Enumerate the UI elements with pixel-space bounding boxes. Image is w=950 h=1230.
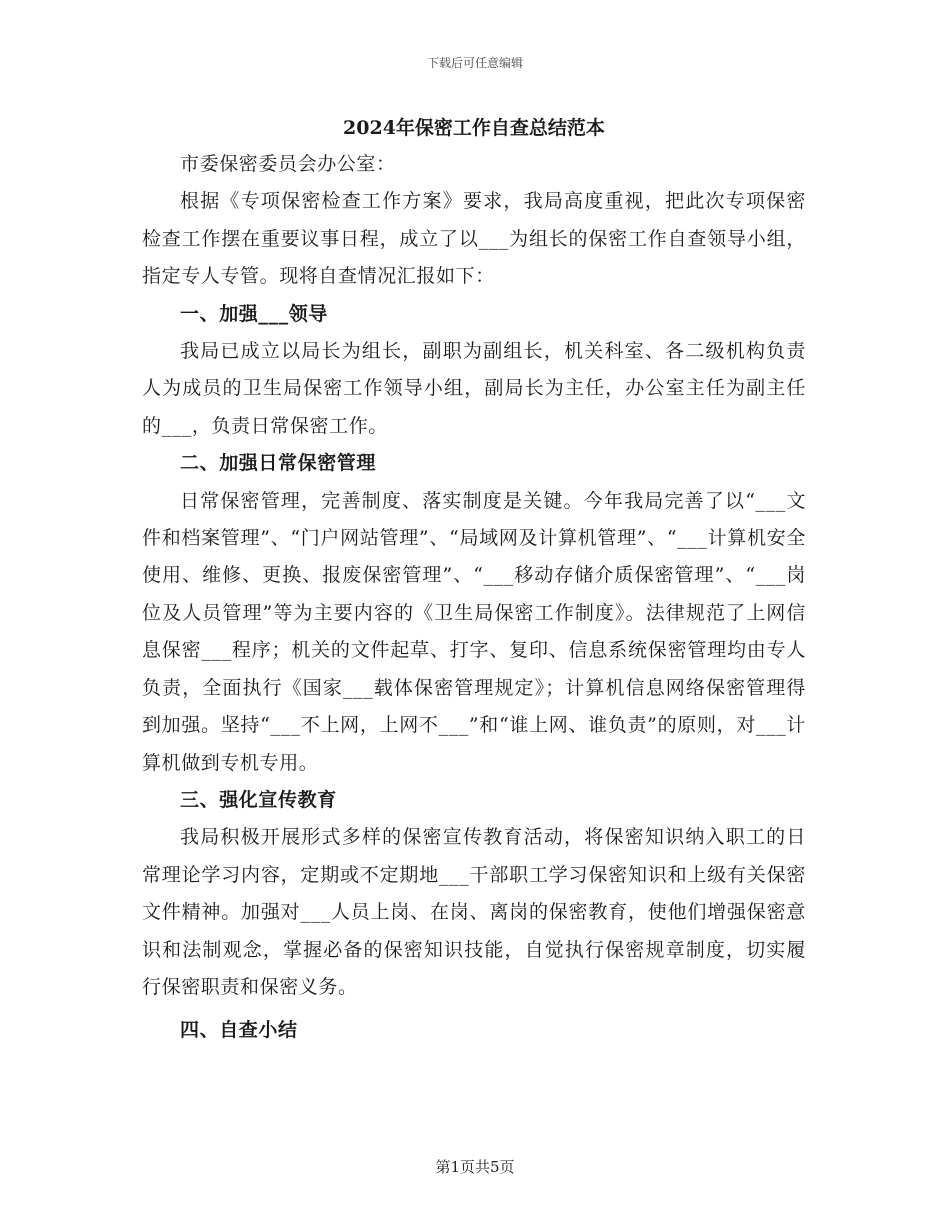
- section-3-heading: 三、强化宣传教育: [180, 788, 337, 811]
- document-title: 2024年保密工作自查总结范本: [343, 117, 605, 139]
- section-4-heading: 四、自查小结: [180, 1019, 298, 1042]
- page-footer: 第1页共5页: [435, 1158, 515, 1176]
- header-note: 下载后可任意编辑: [426, 56, 523, 70]
- section-2-body: 日常保密管理，完善制度、落实制度是关键。今年我局完善了以“___文件和档案管理”、“门户网站管理”、“局域网及计算机管理”、“___计算机安全使用、维修、更换、报废保密管理”、“___移动存储介质保密管理”、“___岗位及人员管理”等为主要内容的《卫生局保密工作制度》。法律规范了上网信息保密___程序；机关的文件起草、打字、复印、信息系统保密管理均由专人负责，全面执行《国家___载体保密管理规定》；计算机信息网络保密管理得到加强。坚持“___不上网，上网不___”和“谁上网、谁负责”的原则，对___计算机做到专机专用。: [142, 489, 806, 774]
- salutation: 市委保密委员会办公室：: [180, 153, 396, 175]
- section-3-body: 我局积极开展形式多样的保密宣传教育活动，将保密知识纳入职工的日常理论学习内容，定期或不定期地___干部职工学习保密知识和上级有关保密文件精神。加强对___人员上岗、在岗、离岗的保密教育，使他们增强保密意识和法制观念，掌握必备的保密知识技能，自觉执行保密规章制度，切实履行保密职责和保密义务。: [142, 826, 806, 998]
- section-1-body: 我局已成立以局长为组长，副职为副组长，机关科室、各二级机构负责人为成员的卫生局保密工作领导小组，副局长为主任，办公室主任为副主任的___，负责日常保密工作。: [142, 340, 806, 437]
- intro-paragraph: 根据《专项保密检查工作方案》要求，我局高度重视，把此次专项保密检查工作摆在重要议事日程，成立了以___为组长的保密工作自查领导小组，指定专人专管。现将自查情况汇报如下：: [142, 190, 806, 288]
- document-body: [142, 110, 806, 1050]
- section-1-heading: 一、加强___领导: [180, 302, 328, 325]
- section-2-heading: 二、加强日常保密管理: [180, 452, 377, 475]
